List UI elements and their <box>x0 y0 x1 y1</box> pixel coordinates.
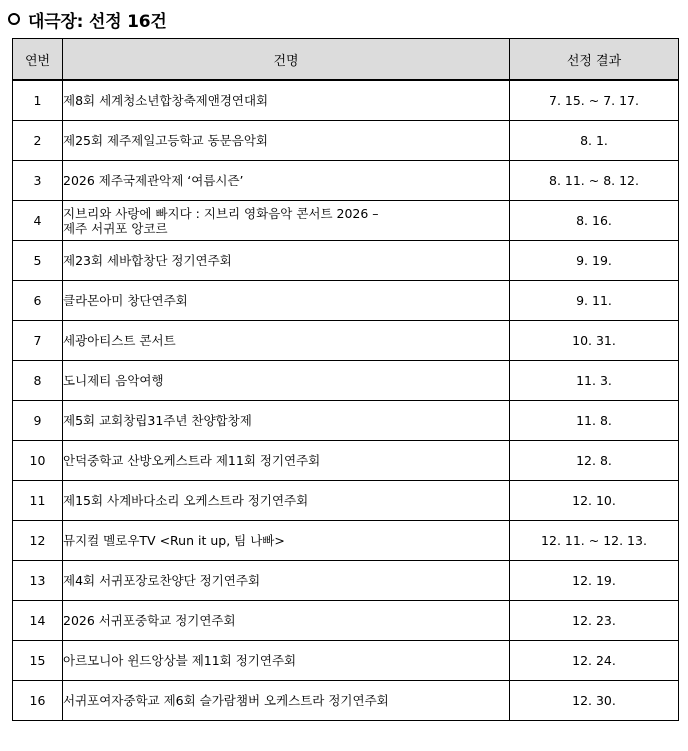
row-event-name: 클라몬아미 창단연주회 <box>63 281 510 321</box>
table-row <box>13 361 679 401</box>
row-number: 16 <box>13 681 63 721</box>
table-row <box>13 401 679 441</box>
table-row <box>13 80 679 121</box>
row-number: 3 <box>13 161 63 201</box>
table-row <box>13 281 679 321</box>
row-event-name: 안덕중학교 산방오케스트라 제11회 정기연주회 <box>63 441 510 481</box>
row-number: 14 <box>13 601 63 641</box>
row-selection-result: 9. 11. <box>510 281 679 321</box>
row-event-name: 서귀포여자중학교 제6회 슬가람챔버 오케스트라 정기연주회 <box>63 681 510 721</box>
row-number: 2 <box>13 121 63 161</box>
row-number: 10 <box>13 441 63 481</box>
page-heading <box>8 6 167 32</box>
selection-table <box>12 38 679 721</box>
row-event-name: 제5회 교회창립31주년 찬양합창제 <box>63 401 510 441</box>
row-selection-result: 11. 8. <box>510 401 679 441</box>
row-event-name: 지브리와 사랑에 빠지다 : 지브리 영화음악 콘서트 2026 – 제주 서귀포 앙코르 <box>63 201 510 241</box>
table-row <box>13 121 679 161</box>
table-row <box>13 481 679 521</box>
row-number: 12 <box>13 521 63 561</box>
table-row <box>13 321 679 361</box>
row-number: 4 <box>13 201 63 241</box>
row-selection-result: 11. 3. <box>510 361 679 401</box>
table-body <box>13 80 679 721</box>
row-selection-result: 9. 19. <box>510 241 679 281</box>
row-selection-result: 12. 23. <box>510 601 679 641</box>
table-row <box>13 601 679 641</box>
row-selection-result: 12. 30. <box>510 681 679 721</box>
row-selection-result: 12. 19. <box>510 561 679 601</box>
table-row <box>13 441 679 481</box>
row-number: 6 <box>13 281 63 321</box>
table-row <box>13 681 679 721</box>
row-event-name: 제25회 제주제일고등학교 동문음악회 <box>63 121 510 161</box>
row-selection-result: 12. 24. <box>510 641 679 681</box>
row-selection-result: 7. 15. ~ 7. 17. <box>510 80 679 121</box>
column-header-result: 선정 결과 <box>510 39 679 81</box>
table-row <box>13 641 679 681</box>
row-event-name: 아르모니아 윈드앙상블 제11회 정기연주회 <box>63 641 510 681</box>
column-header-name: 건명 <box>63 39 510 81</box>
row-selection-result: 12. 11. ~ 12. 13. <box>510 521 679 561</box>
row-event-name: 뮤지컬 멜로우TV <Run it up, 팀 나빠> <box>63 521 510 561</box>
table-row <box>13 521 679 561</box>
row-number: 1 <box>13 80 63 121</box>
row-number: 11 <box>13 481 63 521</box>
heading-title: 대극장: 선정 16건 <box>28 11 167 32</box>
table-row <box>13 161 679 201</box>
row-event-name: 제23회 세바합창단 정기연주회 <box>63 241 510 281</box>
row-event-name: 제8회 세계청소년합창축제앤경연대회 <box>63 80 510 121</box>
row-event-name: 2026 제주국제관악제 ‘여름시즌’ <box>63 161 510 201</box>
row-number: 13 <box>13 561 63 601</box>
table-header-row <box>13 39 679 81</box>
table-row <box>13 201 679 241</box>
row-number: 5 <box>13 241 63 281</box>
row-event-name: 세광아티스트 콘서트 <box>63 321 510 361</box>
column-header-number: 연번 <box>13 39 63 81</box>
row-selection-result: 8. 16. <box>510 201 679 241</box>
row-event-name: 2026 서귀포중학교 정기연주회 <box>63 601 510 641</box>
row-selection-result: 8. 1. <box>510 121 679 161</box>
row-number: 9 <box>13 401 63 441</box>
table-row <box>13 241 679 281</box>
row-number: 7 <box>13 321 63 361</box>
row-event-name: 제15회 사계바다소리 오케스트라 정기연주회 <box>63 481 510 521</box>
circle-bullet-icon <box>8 13 20 25</box>
row-selection-result: 12. 8. <box>510 441 679 481</box>
row-selection-result: 8. 11. ~ 8. 12. <box>510 161 679 201</box>
table-row <box>13 561 679 601</box>
row-number: 15 <box>13 641 63 681</box>
row-selection-result: 12. 10. <box>510 481 679 521</box>
row-event-name: 도니제티 음악여행 <box>63 361 510 401</box>
row-selection-result: 10. 31. <box>510 321 679 361</box>
row-number: 8 <box>13 361 63 401</box>
row-event-name: 제4회 서귀포장로찬양단 정기연주회 <box>63 561 510 601</box>
